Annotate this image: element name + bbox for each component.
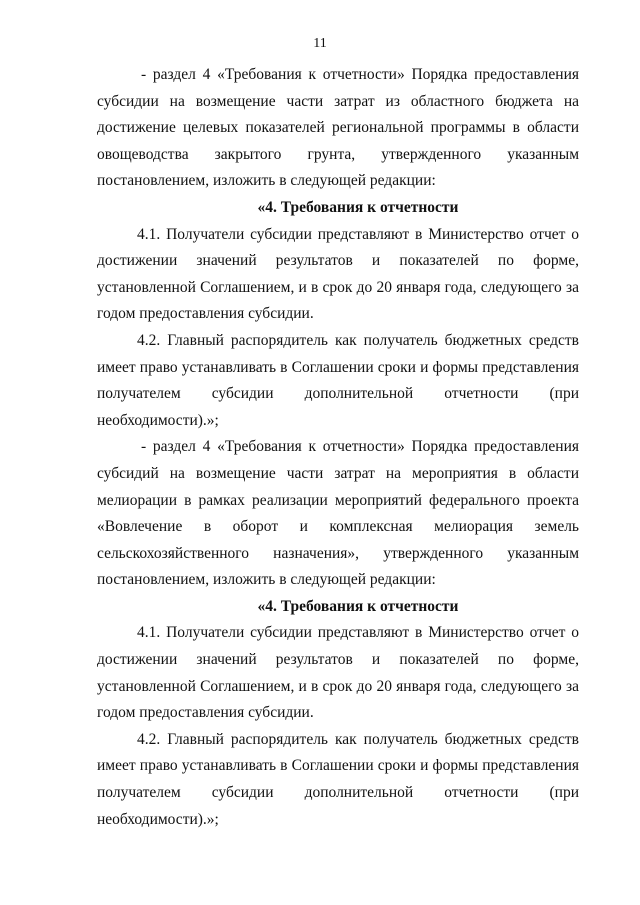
page-number: 11 [313, 36, 327, 51]
section-heading: «4. Требования к отчетности [257, 597, 459, 615]
amendment-section-2 [97, 434, 579, 833]
amendment-section-1 [97, 62, 579, 434]
clause-4-1: 4.1. Получатели субсидии представляют в Министерство отчет о достижении значений результатов и показателей по форме, установленной Соглашением, и в срок до 20 января года, следующего за годом предоставления субсидии. [97, 624, 579, 722]
amendment-intro: - раздел 4 «Требования к отчетности» Порядка предоставления субсидий на возмещение части затрат на мероприятия в области мелиорации в рамках реализации мероприятий федерального проекта «Вовлечение в оборот и комплексная мелиорация земель сельскохозяйственного назначения», утвержденного указанным постановлением, изложить в следующей редакции: [97, 438, 579, 589]
clause-4-1: 4.1. Получатели субсидии представляют в Министерство отчет о достижении значений результатов и показателей по форме, установленной Соглашением, и в срок до 20 января года, следующего за годом предоставления субсидии. [97, 225, 579, 323]
section-heading: «4. Требования к отчетности [257, 198, 459, 216]
clause-4-2: 4.2. Главный распорядитель как получатель бюджетных средств имеет право устанавливать в Соглашении сроки и формы представления получателем субсидии дополнительной отчетности (при необходимости).»; [97, 331, 579, 429]
document-body [97, 62, 579, 833]
amendment-intro: - раздел 4 «Требования к отчетности» Порядка предоставления субсидии на возмещение части затрат из областного бюджета на достижение целевых показателей региональной программы в области овощеводства закрытого грунта, утвержденного указанным постановлением, изложить в следующей редакции: [97, 66, 579, 190]
clause-4-2: 4.2. Главный распорядитель как получатель бюджетных средств имеет право устанавливать в Соглашении сроки и формы представления получателем субсидии дополнительной отчетности (при необходимости).»; [97, 730, 579, 828]
